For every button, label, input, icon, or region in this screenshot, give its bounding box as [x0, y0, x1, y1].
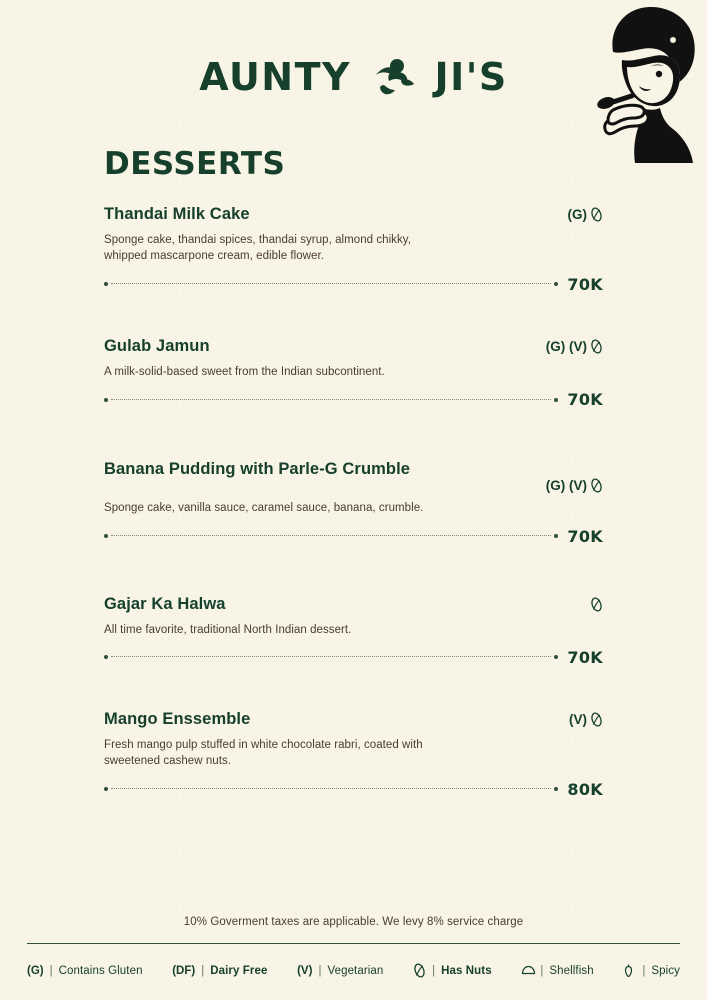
menu-item	[104, 204, 603, 294]
legend-separator: |	[540, 964, 544, 977]
nuts-icon	[590, 597, 603, 612]
nuts-icon	[590, 712, 603, 727]
legend-item-shellfish	[521, 963, 593, 978]
menu-item-price-row	[104, 648, 603, 667]
allergen-legend	[27, 963, 680, 978]
menu-item-tag-text: (G) (V)	[545, 338, 587, 354]
dot-leader	[111, 655, 551, 657]
page-title: DESSERTS	[104, 146, 286, 182]
menu-item-description: Sponge cake, thandai spices, thandai syrup, almond chikky, whipped mascarpone cream, edible flower.	[104, 234, 411, 263]
dot-leader-start	[104, 282, 108, 286]
dot-leader-end	[554, 282, 558, 286]
menu-item-header	[104, 336, 603, 357]
menu-item-header	[104, 459, 603, 493]
dot-leader	[111, 398, 551, 400]
nuts-icon	[590, 478, 603, 493]
menu-item-description: Fresh mango pulp stuffed in white chocolate rabri, coated with sweetened cashew nuts.	[104, 739, 423, 768]
menu-item-name: Mango Enssemble	[104, 709, 251, 728]
legend-label: Vegetarian	[327, 964, 384, 977]
legend-label: Shellfish	[549, 964, 594, 977]
dot-leader-end	[554, 787, 558, 791]
legend-item-spicy	[623, 963, 680, 978]
menu-item-header	[104, 204, 603, 225]
menu-item-name: Gulab Jamun	[104, 336, 210, 355]
menu-item-header	[104, 594, 603, 615]
legend-separator: |	[201, 964, 205, 977]
menu-item-name: Banana Pudding with Parle-G Crumble	[104, 460, 411, 479]
menu-item-price-row	[104, 275, 603, 294]
menu-item-tags	[568, 204, 604, 222]
legend-separator: |	[432, 964, 436, 977]
menu-item-price: 80K	[567, 779, 603, 799]
menu-item-description: Sponge cake, vanilla sauce, caramel sauce, banana, crumble.	[104, 502, 424, 515]
menu-item-price: 70K	[567, 390, 603, 410]
dot-leader-end	[554, 655, 558, 659]
menu-items-list	[0, 204, 707, 799]
menu-item-tag-text: (G)	[567, 207, 587, 222]
tax-note: 10% Goverment taxes are applicable. We levy 8% service charge	[183, 916, 524, 928]
menu-item	[104, 594, 603, 667]
menu-item-price-row	[104, 527, 603, 546]
legend-key: (DF)	[172, 964, 196, 977]
menu-item-tags	[587, 594, 603, 612]
dot-leader-start	[104, 534, 108, 538]
legend-separator: |	[49, 964, 53, 977]
menu-item-tags	[546, 459, 603, 493]
legend-label: Dairy Free	[210, 964, 268, 977]
legend-key: (V)	[297, 964, 313, 977]
dot-leader-start	[104, 655, 108, 659]
woman-eating-icon	[547, 0, 707, 175]
aunty-ji-mascot-icon	[366, 53, 420, 97]
chili-icon	[623, 963, 636, 978]
dot-leader-start	[104, 787, 108, 791]
legend-label: Contains Gluten	[58, 964, 143, 977]
menu-header	[0, 0, 707, 140]
dot-leader	[111, 534, 551, 536]
legend-divider	[27, 943, 680, 944]
brand-name-right: JI'S	[434, 54, 508, 99]
nuts-icon	[590, 207, 603, 222]
menu-item-price: 70K	[567, 647, 603, 667]
menu-item	[104, 336, 603, 409]
legend-item-gluten	[27, 965, 143, 977]
legend-separator: |	[642, 964, 646, 977]
shellfish-icon	[521, 963, 534, 978]
legend-separator: |	[318, 964, 322, 977]
brand-name-left: AUNTY	[199, 54, 352, 99]
menu-item-tag-text: (G) (V)	[545, 478, 587, 494]
legend-label: Has Nuts	[441, 964, 492, 977]
menu-item-name: Thandai Milk Cake	[104, 205, 250, 223]
legend-item-has-nuts	[413, 963, 492, 978]
menu-item-description: A milk-solid-based sweet from the Indian subcontinent.	[104, 365, 385, 378]
menu-item-tags	[569, 709, 603, 727]
dot-leader	[111, 787, 551, 789]
legend-item-vegetarian	[297, 965, 383, 977]
menu-item-tags	[546, 336, 603, 354]
legend-label: Spicy	[651, 964, 680, 977]
menu-item-price: 70K	[567, 274, 603, 294]
menu-item-tag-text: (V)	[569, 711, 587, 727]
menu-item-price: 70K	[567, 526, 603, 546]
nuts-icon	[590, 339, 603, 354]
dot-leader	[111, 282, 551, 284]
menu-item-header	[104, 709, 603, 730]
menu-item	[104, 709, 603, 799]
menu-item-price-row	[104, 780, 603, 799]
dot-leader-start	[104, 398, 108, 402]
legend-item-dairy-free	[172, 965, 267, 977]
dot-leader-end	[554, 534, 558, 538]
nuts-icon	[413, 963, 426, 978]
menu-item-price-row	[104, 390, 603, 409]
dot-leader-end	[554, 398, 558, 402]
menu-item	[104, 459, 603, 545]
menu-item-description: All time favorite, traditional North Indian dessert.	[104, 623, 352, 636]
menu-item-name: Gajar Ka Halwa	[104, 594, 226, 613]
legend-key: (G)	[27, 964, 44, 977]
